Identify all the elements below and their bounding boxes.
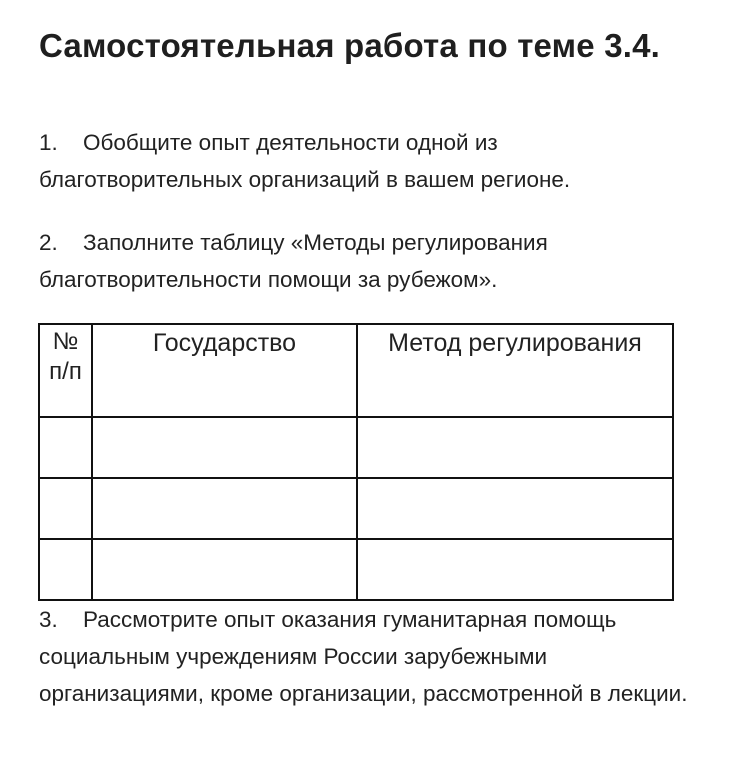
header-number xyxy=(39,324,92,417)
task-1-number: 1. xyxy=(39,130,58,155)
task-1-text: Обобщите опыт деятельности одной из благотворительных организаций в вашем регионе. xyxy=(39,130,571,192)
regulation-methods-table xyxy=(38,323,674,601)
task-3-text: Рассмотрите опыт оказания гуманитарная помощь социальным учреждениям России зарубежными организациями, кроме организации, рассмотренной в лекции. xyxy=(39,607,688,706)
task-3 xyxy=(39,601,689,712)
header-number-line2: п/п xyxy=(49,358,82,385)
table-cell[interactable] xyxy=(357,478,673,539)
header-method-label: Метод регулирования xyxy=(388,329,642,357)
table-row xyxy=(39,478,673,539)
task-3-number: 3. xyxy=(39,607,58,632)
page-title: Самостоятельная работа по теме 3.4. xyxy=(39,27,661,64)
header-number-line1: № xyxy=(52,328,79,355)
task-2-number: 2. xyxy=(39,230,58,255)
table-cell[interactable] xyxy=(39,478,92,539)
table-row xyxy=(39,417,673,478)
header-country xyxy=(92,324,357,417)
table-header-row xyxy=(39,324,673,417)
header-country-label: Государство xyxy=(152,329,297,357)
table-cell[interactable] xyxy=(92,417,357,478)
task-2 xyxy=(39,224,689,298)
table-row xyxy=(39,539,673,600)
header-method xyxy=(357,324,673,417)
table-cell[interactable] xyxy=(39,417,92,478)
table-cell[interactable] xyxy=(39,539,92,600)
table-cell[interactable] xyxy=(92,478,357,539)
table-cell[interactable] xyxy=(357,539,673,600)
task-2-text: Заполните таблицу «Методы регулирования благотворительности помощи за рубежом». xyxy=(39,230,548,292)
table-cell[interactable] xyxy=(92,539,357,600)
task-1 xyxy=(39,124,689,198)
table-cell[interactable] xyxy=(357,417,673,478)
